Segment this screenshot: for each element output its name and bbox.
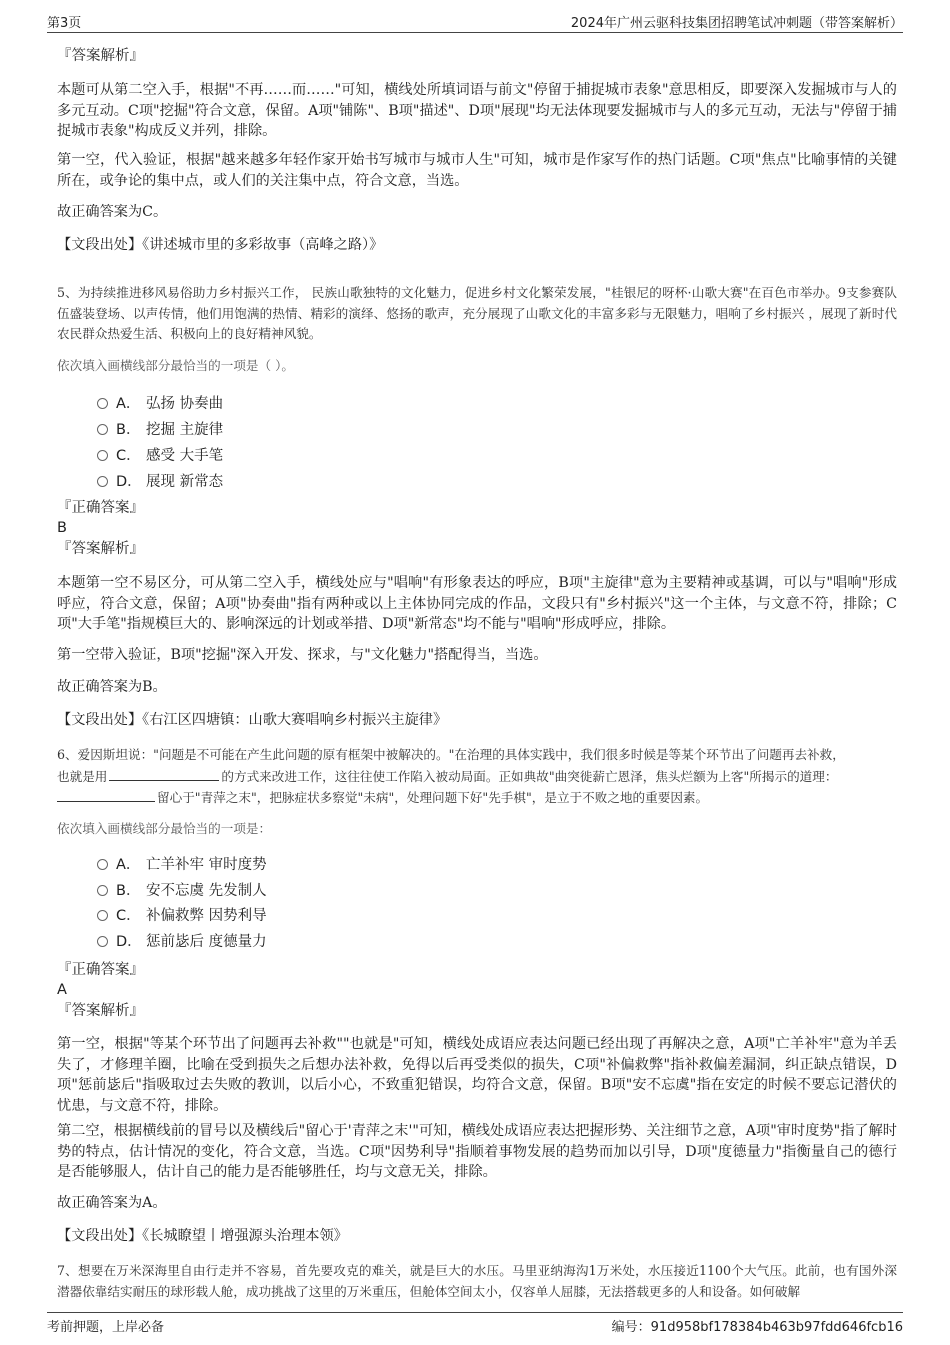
radio-icon[interactable] (97, 476, 108, 487)
radio-icon[interactable] (97, 859, 108, 870)
q5-option-a[interactable]: A． 弘扬 协奏曲 (97, 394, 223, 414)
q6-correct-answer: A (57, 982, 67, 998)
q4-analysis-para1: 本题可从第二空入手，根据"不再……而……"可知，横线处所填词语与前文"停留于捕捉城市表象"意思相反，即要深入发掘城市与人的多元互动。C项"挖掘"符合文意，保留。A项"铺陈"、B项"描述"、D项"展现"均无法体现要发掘城市与人的多元互动，无法与"停留于捕捉城市表象"构成反义并列，排除。 (57, 82, 897, 139)
page-number: 第3页 (47, 16, 82, 31)
page-header (47, 10, 903, 33)
q6-question (57, 745, 897, 809)
q4-source: 【文段出处】《讲述城市里的多彩故事（高峰之路）》 (57, 237, 384, 253)
q6-analysis-para1: 第一空，根据"等某个环节出了问题再去补救""也就是"可知，横线处成语应表达问题已经出现了再解决之意，A项"亡羊补牢"意为羊丢失了，才修理羊圈，比喻在受到损失之后想办法补救，免得以后再受类似的损失，C项"补偏救弊"指补救偏差漏洞，纠正缺点错误，D项"惩前毖后"指吸取过去失败的教训，以后小心，不致重犯错误，均符合文意，保留。B项"安不忘虞"指在安定的时候不要忘记潜伏的忧患，与文意不符，排除。 (57, 1036, 897, 1114)
q6-analysis-label: 『答案解析』 (57, 1003, 144, 1019)
document-id: 编号：91d958bf178384b463b97fdd646fcb16 (611, 1320, 903, 1335)
radio-icon[interactable] (97, 424, 108, 435)
blank-2 (57, 787, 155, 802)
radio-icon[interactable] (97, 936, 108, 947)
q5-conclusion: 故正确答案为B。 (57, 679, 167, 695)
radio-icon[interactable] (97, 910, 108, 921)
footer-slogan: 考前押题，上岸必备 (47, 1320, 165, 1335)
q5-option-c[interactable]: C． 感受 大手笔 (97, 446, 223, 466)
q5-analysis-para2: 第一空带入验证，B项"挖掘"深入开发、探求，与"文化魅力"搭配得当，当选。 (57, 647, 548, 663)
q6-source: 【文段出处】《长城瞭望丨增强源头治理本领》 (57, 1228, 348, 1244)
radio-icon[interactable] (97, 450, 108, 461)
q5-analysis-para1: 本题第一空不易区分，可从第二空入手，横线处应与"唱响"有形象表达的呼应，B项"主旋律"意为主要精神或基调，可以与"唱响"形成呼应，符合文意，保留；A项"协奏曲"指有两种或以上主体协同完成的作品，文段只有"乡村振兴"这一个主体，与文意不符，排除；C项"大手笔"指规模巨大的、影响深远的计划或举措、D项"新常态"均不能与"唱响"形成呼应，排除。 (57, 575, 897, 632)
blank-1 (109, 766, 219, 781)
q5-question: 5、为持续推进移风易俗助力乡村振兴工作， 民族山歌独特的文化魅力，促进乡村文化繁荣发展，"桂银尼的呀杯·山歌大赛"在百色市举办。9支参赛队伍盛装登场、以声传情，他们用饱满的热情、精彩的演绎、悠扬的歌声，充分展现了山歌文化的丰富多彩与无限魅力，唱响了乡村振兴 ，展现了新时代农民群众热爱生活、积极向上的良好精神风貌。 (57, 285, 897, 341)
q6-analysis-para2: 第二空，根据横线前的冒号以及横线后"留心于'青萍之末'"可知，横线处成语应表达把握形势、关注细节之意，A项"审时度势"指了解时势的特点，估计情况的变化，符合文意，当选。C项"因势利导"指顺着事物发展的趋势而加以引导，D项"度德量力"指衡量自己的德行是否能够服人，估计自己的能力是否能够胜任，均与文意无关，排除。 (57, 1123, 897, 1180)
q6-prompt: 依次填入画横线部分最恰当的一项是： (57, 821, 272, 836)
q6-option-d[interactable]: D． 惩前毖后 度德量力 (97, 932, 267, 952)
q6-question-line2: 也就是用 的方式来改进工作，这往往使工作陷入被动局面。正如典故"曲突徙薪亡恩泽，焦头烂额为上客"所揭示的道理： (57, 766, 897, 788)
q5-option-d[interactable]: D． 展现 新常态 (97, 472, 223, 492)
q5-option-b[interactable]: B． 挖掘 主旋律 (97, 420, 223, 440)
radio-icon[interactable] (97, 398, 108, 409)
q6-question-line3: 留心于"青萍之末"，把脉症状多察觉"未病"，处理问题下好"先手棋"，是立于不败之地的重要因素。 (57, 787, 897, 809)
radio-icon[interactable] (97, 885, 108, 896)
q5-correct-answer: B (57, 520, 67, 536)
page-footer (47, 1312, 903, 1335)
q6-option-a[interactable]: A． 亡羊补牢 审时度势 (97, 855, 267, 875)
q7-question: 7、想要在万米深海里自由行走并不容易，首先要攻克的难关，就是巨大的水压。马里亚纳海沟1万米处，水压接近1100个大气压。此前，也有国外深潜器依靠结实耐压的球形载人舱，成功挑战了这里的万米重压，但舱体空间太小，仅容单人屈膝，无法搭载更多的人和设备。如何破解 (57, 1263, 897, 1299)
q4-conclusion: 故正确答案为C。 (57, 204, 168, 220)
q5-source: 【文段出处】《右江区四塘镇：山歌大赛唱响乡村振兴主旋律》 (57, 712, 448, 728)
q6-option-b[interactable]: B． 安不忘虞 先发制人 (97, 881, 267, 901)
q5-analysis-label: 『答案解析』 (57, 541, 144, 557)
q6-question-line1: 6、爱因斯坦说："问题是不可能在产生此问题的原有框架中被解决的。"在治理的具体实践中，我们很多时候是等某个环节出了问题再去补救， (57, 747, 845, 762)
q5-prompt: 依次填入画横线部分最恰当的一项是（ ）。 (57, 358, 294, 373)
q6-option-c[interactable]: C． 补偏救弊 因势利导 (97, 906, 267, 926)
document-title: 2024年广州云驱科技集团招聘笔试冲刺题（带答案解析） (570, 16, 903, 31)
q4-analysis-para2: 第一空，代入验证，根据"越来越多年轻作家开始书写城市与城市人生"可知，城市是作家写作的热门话题。C项"焦点"比喻事情的关键所在，或争论的集中点，或人们的关注集中点，符合文意，当选。 (57, 152, 897, 189)
q4-analysis-label: 『答案解析』 (57, 48, 144, 64)
q5-correct-label: 『正确答案』 (57, 500, 144, 516)
q6-correct-label: 『正确答案』 (57, 962, 144, 978)
q6-conclusion: 故正确答案为A。 (57, 1195, 167, 1211)
